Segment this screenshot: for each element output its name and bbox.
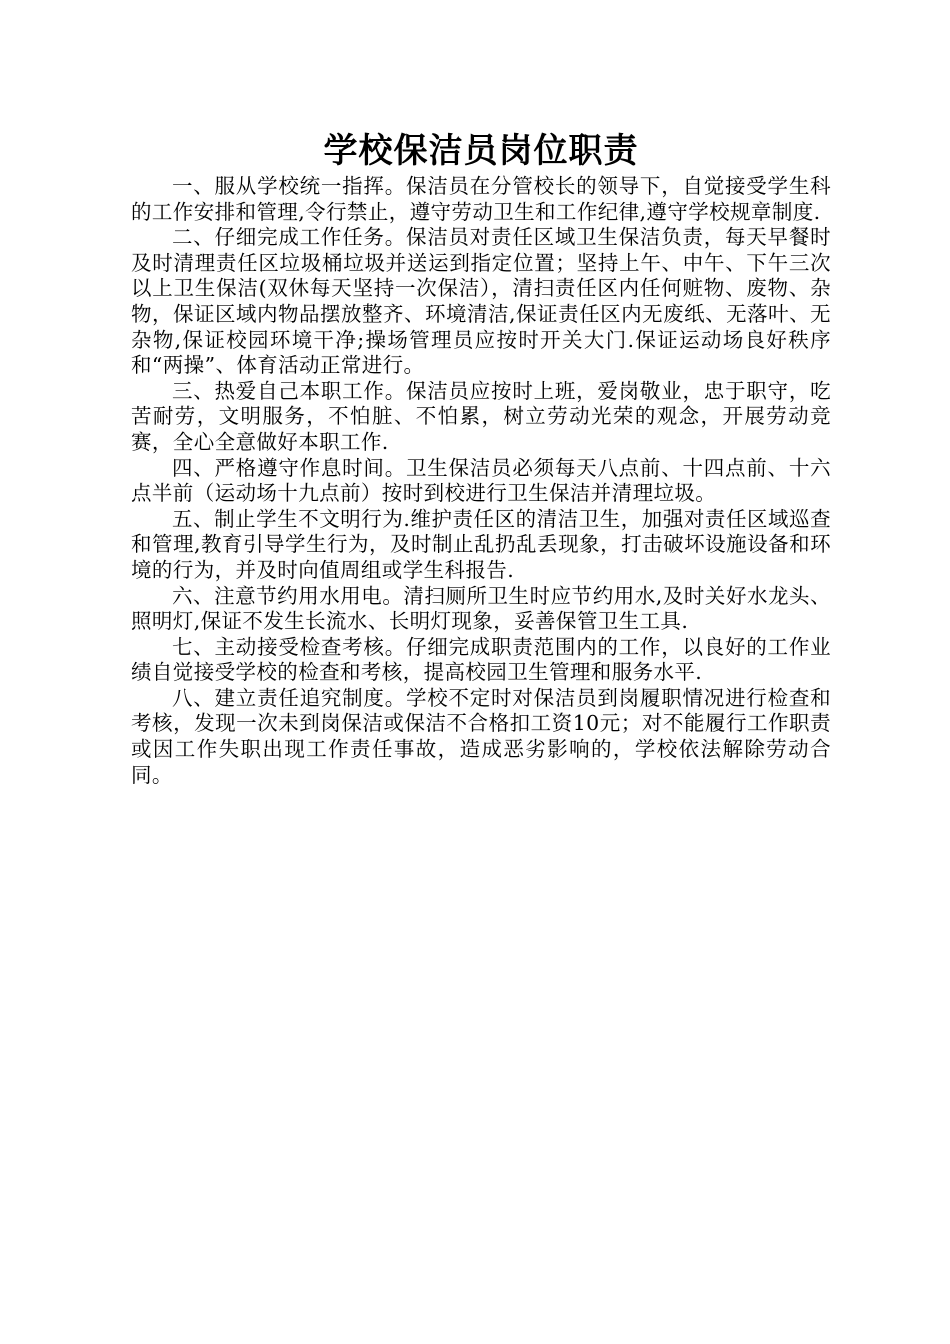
paragraph-6: 六、注意节约用水用电。清扫厕所卫生时应节约用水,及时关好水龙头、照明灯,保证不发生长流水、长明灯现象，妥善保管卫生工具. (131, 583, 831, 634)
paragraph-2: 二、仔细完成工作任务。保洁员对责任区域卫生保洁负责，每天早餐时及时清理责任区垃圾桶垃圾并送运到指定位置；坚持上午、中午、下午三次以上卫生保洁(双休每天坚持一次保洁），清扫责任区内任何赃物、废物、杂物，保证区域内物品摆放整齐、环境清洁,保证责任区内无废纸、无落叶、无杂物,保证校园环境干净;操场管理员应按时开关大门.保证运动场良好秩序和“两操”、体育活动正常进行。 (131, 225, 831, 378)
paragraph-8: 八、建立责任追究制度。学校不定时对保洁员到岗履职情况进行检查和考核，发现一次未到岗保洁或保洁不合格扣工资10元；对不能履行工作职责或因工作失职出现工作责任事故，造成恶劣影响的，学校依法解除劳动合同。 (131, 685, 831, 787)
paragraph-7: 七、主动接受检查考核。仔细完成职责范围内的工作，以良好的工作业绩自觉接受学校的检查和考核，提高校园卫生管理和服务水平. (131, 634, 831, 685)
document-page (131, 128, 831, 788)
paragraph-5: 五、制止学生不文明行为.维护责任区的清洁卫生，加强对责任区域巡查和管理,教育引导学生行为，及时制止乱扔乱丢现象，打击破坏设施设备和环境的行为，并及时向值周组或学生科报告. (131, 506, 831, 582)
paragraph-1: 一、服从学校统一指挥。保洁员在分管校长的领导下，自觉接受学生科的工作安排和管理,令行禁止，遵守劳动卫生和工作纪律,遵守学校规章制度. (131, 174, 831, 224)
paragraph-3: 三、热爱自己本职工作。保洁员应按时上班，爱岗敬业，忠于职守，吃苦耐劳，文明服务，不怕脏、不怕累，树立劳动光荣的观念，开展劳动竞赛，全心全意做好本职工作. (131, 378, 831, 454)
document-title: 学校保洁员岗位职责 (323, 131, 639, 171)
paragraph-4: 四、严格遵守作息时间。卫生保洁员必须每天八点前、十四点前、十六点半前（运动场十九点前）按时到校进行卫生保洁并清理垃圾。 (131, 455, 831, 506)
